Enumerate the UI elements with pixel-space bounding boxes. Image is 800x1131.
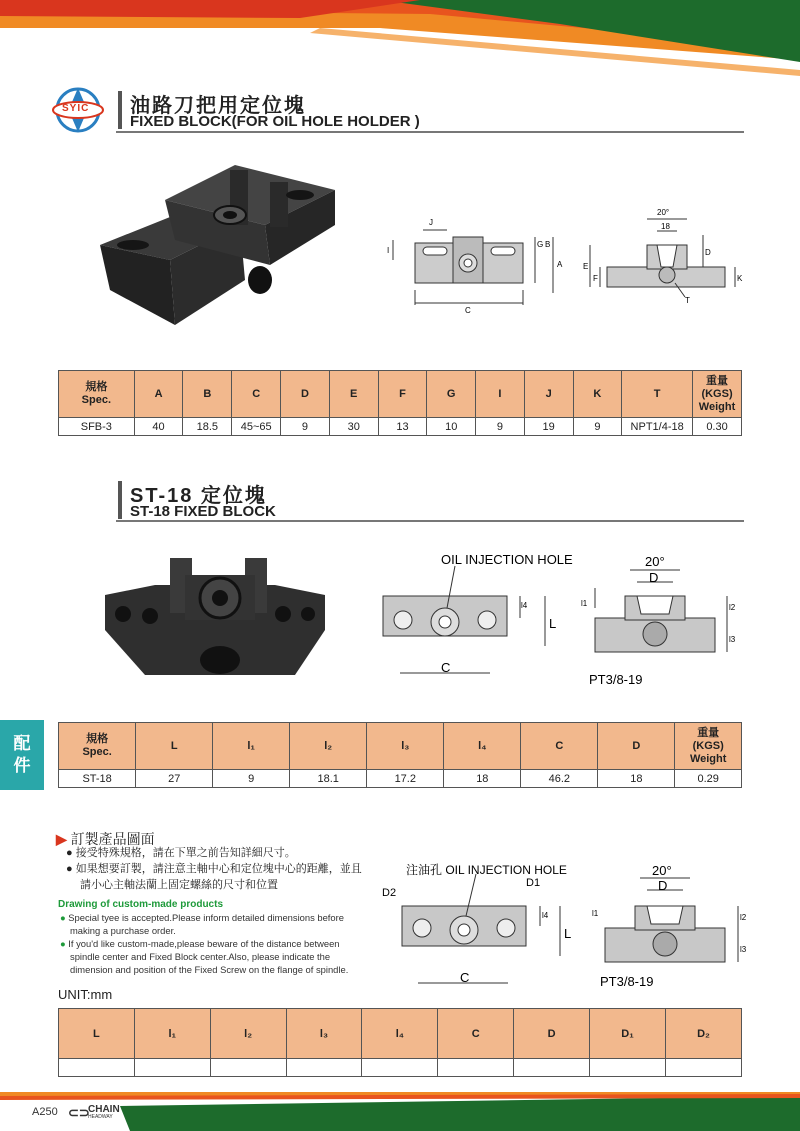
custom-zh-item: ● 接受特殊規格，請在下單之前告知詳細尺寸。 [66,847,296,859]
table-cell[interactable] [438,1059,514,1077]
spec-table-st18 [58,722,742,788]
header-cell: l₃ [286,1009,362,1059]
header-cell: A [134,371,183,418]
unit-label: UNIT:mm [58,987,113,1002]
brand-name: CHAIN [88,1104,120,1115]
table-cell: 9 [281,418,330,436]
custom-en-list [58,898,358,976]
custom-l2-label: l2 [740,913,747,922]
header-cell: l₄ [362,1009,438,1059]
table-cell: 0.30 [693,418,742,436]
header-cell: C [521,723,598,770]
custom-zh-text: 請小心主軸法蘭上固定螺絲的尺寸和位置 [80,879,278,891]
dim-k-label: K [737,274,743,283]
header-cell: 規格 Spec. [81,381,112,406]
header-cell: I [476,371,525,418]
header-cell: T [622,371,693,418]
custom-en-item: ● If you'd like custom-made,please beware of the distance between spindle center and Fixed Block center.Also, please indicate the dimension and position of the Fixed Screw on the flange of spindle. [60,938,349,975]
custom-zh-text: 接受特殊規格，請在下單之前告知詳細尺寸。 [75,847,296,859]
header-stripes [0,0,800,80]
header-cell: C [232,371,281,418]
dim-t-label: T [685,296,690,305]
custom-l4-label: l4 [542,911,549,920]
dim-angle-label: 20° [657,208,670,217]
custom-en-title: Drawing of custom-made products [58,899,224,910]
custom-l1-label: l1 [592,909,599,918]
header-cell: G [427,371,476,418]
dim-18-label: 18 [661,222,670,231]
dim-a-label: A [557,260,563,269]
section2-title-en: ST-18 FIXED BLOCK [130,503,276,520]
section1-title-en: FIXED BLOCK(FOR OIL HOLE HOLDER ) [130,113,420,130]
header-cell: 重量 (KGS) Weight [689,726,727,765]
footer [0,1092,800,1131]
table-cell: 9 [213,770,290,788]
l4-label: l4 [521,601,528,610]
table-cell: 17.2 [367,770,444,788]
section2-underline [116,520,744,522]
table-cell[interactable] [514,1059,590,1077]
custom-angle-label: 20° [652,863,672,878]
table-cell: 18.5 [183,418,232,436]
spec-header [59,723,136,770]
header-cell: D₂ [665,1009,741,1059]
table-cell: 18 [598,770,675,788]
dim-f-label: F [593,274,598,283]
weight-header [693,371,742,418]
custom-title-text: 訂製產品圖面 [70,831,155,847]
table-cell: SFB-3 [59,418,135,436]
table-cell: 9 [476,418,525,436]
spec-table-sfb [58,370,742,436]
header-cell: 規格 Spec. [82,733,112,758]
table-cell: 9 [573,418,622,436]
header-cell: l₂ [210,1009,286,1059]
chain-logo-icon: ⊂⊃ [68,1105,90,1120]
custom-en-text: Special tyee is accepted.Please inform detailed dimensions before making a purchase order. [68,912,344,936]
custom-en-item: ● Special tyee is accepted.Please inform detailed dimensions before making a purchase order. [60,912,344,936]
custom-c-label: C [460,970,470,985]
d-label: D [649,570,659,585]
angle-label: 20° [645,554,665,569]
dim-d-label: D [705,248,711,257]
header-cell: 重量 (KGS) Weight [698,374,736,413]
header-cell: K [573,371,622,418]
custom-l-label: L [564,926,572,941]
side-tab-accessories[interactable] [0,720,44,790]
custom-d2-label: D2 [382,887,397,899]
l1-label: l1 [581,599,588,608]
table-cell: 13 [378,418,427,436]
table-cell: 18 [444,770,521,788]
custom-l3-label: l3 [740,945,747,954]
spec-table-custom [58,1008,742,1077]
table-cell: 18.1 [290,770,367,788]
section2-bar [118,481,122,519]
section1-bar [118,91,122,129]
table-cell: 45~65 [232,418,281,436]
side-tab-line2: 件 [13,756,31,775]
c-label: C [441,660,451,675]
section2-title-zh: ST-18 定位塊 [130,485,267,507]
custom-oil-hole-label: 注油孔 OIL INJECTION HOLE [406,863,567,877]
logo-text: SYIC [62,103,90,114]
custom-zh-item [66,877,366,893]
table-cell[interactable] [362,1059,438,1077]
dim-g-label: G [537,240,544,249]
table-cell[interactable] [59,1059,135,1077]
dim-e-label: E [583,262,589,271]
syic-logo [50,86,106,134]
header-cell: J [524,371,573,418]
l-label: L [549,616,557,631]
header-cell: E [329,371,378,418]
table-cell[interactable] [134,1059,210,1077]
table-cell: 27 [136,770,213,788]
custom-en-text: If you'd like custom-made,please beware of the distance between spindle center and Fixed Block center.Also, please indicate the dimension and position of the Fixed Screw on the flange of spindle. [68,938,349,975]
spec-header [59,371,135,418]
header-cell: D [281,371,330,418]
header-cell: D [514,1009,590,1059]
header-cell: l₄ [444,723,521,770]
header-cell: C [438,1009,514,1059]
table-cell: 40 [134,418,183,436]
header-cell: D [598,723,675,770]
header-cell: l₃ [367,723,444,770]
header-cell: D₁ [590,1009,666,1059]
custom-d1-label: D1 [526,877,541,889]
table-cell: ST-18 [59,770,136,788]
header-cell: F [378,371,427,418]
table-cell[interactable] [210,1059,286,1077]
table-cell: 30 [329,418,378,436]
section1-title-zh: 油路刀把用定位塊 [130,95,306,117]
header-cell: L [136,723,213,770]
page-number: A250 [32,1106,58,1118]
custom-d-label: D [658,878,668,893]
table-cell: 19 [524,418,573,436]
table-cell: 10 [427,418,476,436]
custom-title-marker: ▶ [56,831,67,847]
table-cell: NPT1/4-18 [622,418,693,436]
table-cell[interactable] [590,1059,666,1077]
brand-sub: HEADWAY [88,1114,113,1120]
pt-label: PT3/8-19 [589,672,643,687]
header-cell: B [183,371,232,418]
dim-i-label: I [387,246,390,255]
st18-diagram [375,548,755,688]
custom-zh-text: 如果想要訂製，請注意主軸中心和定位塊中心的距離，並且 [75,863,362,875]
table-cell[interactable] [665,1059,741,1077]
st18-photo [95,550,335,690]
side-tab-line1: 配 [13,734,31,753]
fixed-block-photo [95,160,340,330]
dim-j-label: J [429,218,433,227]
table-cell: 46.2 [521,770,598,788]
section1-underline [116,131,744,133]
dim-c-label: C [465,306,471,315]
header-cell: l₁ [213,723,290,770]
header-cell: l₁ [134,1009,210,1059]
custom-zh-item: ● 如果想要訂製，請注意主軸中心和定位塊中心的距離，並且 [66,863,362,875]
header-cell: l₂ [290,723,367,770]
custom-diagram [380,858,760,998]
table-cell[interactable] [286,1059,362,1077]
header-cell: L [59,1009,135,1059]
table-cell: 0.29 [675,770,742,788]
weight-header [675,723,742,770]
fixed-block-diagram [385,205,755,320]
l3-label: l3 [729,635,736,644]
custom-zh-list [66,845,366,893]
l2-label: l2 [729,603,736,612]
custom-pt-label: PT3/8-19 [600,974,654,989]
dim-b-label: B [545,240,551,249]
oil-hole-label: OIL INJECTION HOLE [441,552,573,567]
